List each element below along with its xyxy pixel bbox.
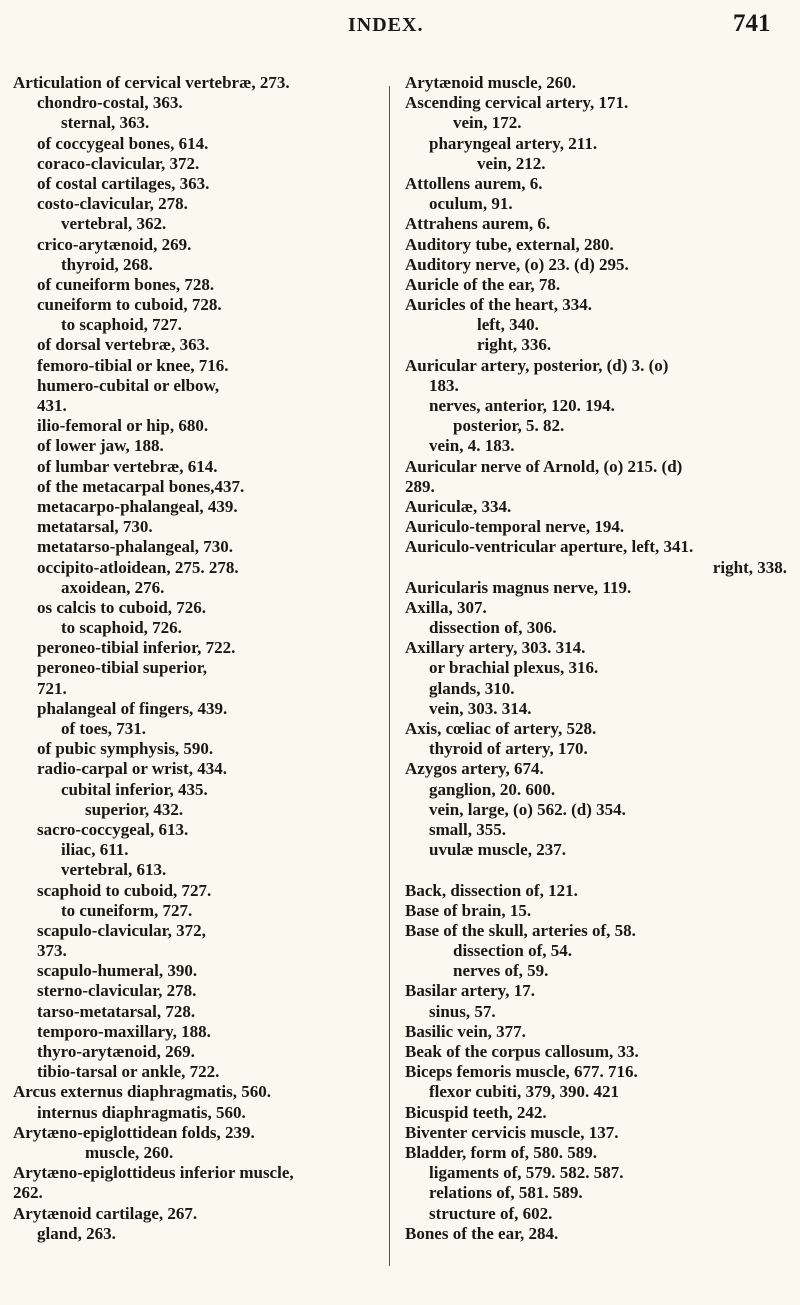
index-entry: Auricularis magnus nerve, 119. <box>405 577 632 597</box>
index-entry: iliac, 611. <box>61 840 129 860</box>
index-entry: Arytænoid muscle, 260. <box>405 73 576 92</box>
index-entry: crico-arytænoid, 269. <box>37 234 192 254</box>
index-entry: right, 338. <box>712 557 787 577</box>
index-entry: axoidean, 276. <box>61 577 165 597</box>
index-entry: or brachial plexus, 316. <box>429 658 599 678</box>
index-entry: thyroid of artery, 170. <box>429 739 588 759</box>
index-entry: Biceps femoris muscle, 677. 716. <box>405 1062 638 1082</box>
section-gap <box>405 860 787 880</box>
index-entry: of the metacarpal bones,437. <box>37 476 245 496</box>
index-entry: scaphoid to cuboid, 727. <box>37 880 212 900</box>
index-entry: vein, 212. <box>477 153 546 173</box>
index-entry: phalangeal of fingers, 439. <box>37 698 228 718</box>
index-entry: humero-cubital or elbow, <box>37 375 220 395</box>
index-entry: Auricular nerve of Arnold, (o) 215. (d) <box>405 456 683 476</box>
index-entry: chondro-costal, 363. <box>37 93 183 113</box>
index-entry: femoro-tibial or knee, 716. <box>37 355 229 375</box>
index-entry: ligaments of, 579. 582. 587. <box>429 1163 624 1183</box>
index-entry: 431. <box>37 396 67 415</box>
index-entry: superior, 432. <box>85 799 184 819</box>
index-entry: thyroid, 268. <box>61 254 153 274</box>
index-entry: right, 336. <box>477 335 552 355</box>
index-entry: 373. <box>37 941 67 961</box>
index-entry: to scaphoid, 726. <box>61 618 182 638</box>
index-entry: of lower jaw, 188. <box>37 436 164 456</box>
index-entry: Auditory nerve, (o) 23. (d) 295. <box>405 254 629 274</box>
index-entry: pharyngeal artery, 211. <box>429 133 598 153</box>
index-entry: Basilar artery, 17. <box>405 981 535 1001</box>
index-entry: Articulation of cervical vertebræ, 273. <box>13 73 290 92</box>
index-entry: Base of the skull, arteries of, 58. <box>405 920 636 940</box>
index-entry: cuneiform to cuboid, 728. <box>37 295 222 315</box>
index-entry: of cuneiform bones, 728. <box>37 274 215 294</box>
index-entry: scapulo-clavicular, 372, <box>37 920 206 940</box>
index-entry: flexor cubiti, 379, 390. 421 <box>429 1082 619 1102</box>
index-entry: Azygos artery, 674. <box>405 759 544 779</box>
index-entry: scapulo-humeral, 390. <box>37 961 198 981</box>
index-entry: posterior, 5. 82. <box>453 416 565 436</box>
index-entry: dissection of, 306. <box>429 618 557 638</box>
index-entry: costo-clavicular, 278. <box>37 194 188 214</box>
index-entry: vein, large, (o) 562. (d) 354. <box>429 799 626 819</box>
index-entry: sterno-clavicular, 278. <box>37 981 197 1001</box>
page-number: 741 <box>733 10 771 37</box>
index-entry: Auriculæ, 334. <box>405 496 512 516</box>
index-entry: Arcus externus diaphragmatis, 560. <box>13 1082 271 1102</box>
index-entry: sinus, 57. <box>429 1001 496 1021</box>
index-entry: Attollens aurem, 6. <box>405 173 543 193</box>
index-entry: metacarpo-phalangeal, 439. <box>37 496 238 516</box>
index-entry: to cuneiform, 727. <box>61 900 193 920</box>
running-title: INDEX. <box>348 14 424 36</box>
index-entry: Basilic vein, 377. <box>405 1021 526 1041</box>
index-entry: Bicuspid teeth, 242. <box>405 1102 547 1122</box>
index-entry: left, 340. <box>477 315 539 335</box>
index-entry: 262. <box>13 1183 43 1203</box>
index-entry: Auricular artery, posterior, (d) 3. (o) <box>405 355 669 375</box>
index-entry: nerves, anterior, 120. 194. <box>429 396 615 415</box>
index-entry: Arytæno-epiglottideus inferior muscle, <box>13 1163 294 1183</box>
index-entry: to scaphoid, 727. <box>61 315 182 335</box>
index-entry: Auricles of the heart, 334. <box>405 295 592 315</box>
index-entry: Biventer cervicis muscle, 137. <box>405 1122 619 1142</box>
index-entry: metatarsal, 730. <box>37 517 153 537</box>
index-entry: of dorsal vertebræ, 363. <box>37 335 210 355</box>
index-entry: Axilla, 307. <box>405 597 487 617</box>
index-entry: thyro-arytænoid, 269. <box>37 1042 195 1061</box>
index-entry: vein, 303. 314. <box>429 698 532 718</box>
index-entry: Bones of the ear, 284. <box>405 1223 559 1243</box>
index-entry: sacro-coccygeal, 613. <box>37 819 189 839</box>
index-entry: of lumbar vertebræ, 614. <box>37 456 218 476</box>
index-entry: 183. <box>429 375 459 395</box>
index-entry: occipito-atloidean, 275. 278. <box>37 557 239 577</box>
index-entry: metatarso-phalangeal, 730. <box>37 537 233 557</box>
index-entry: small, 355. <box>429 819 506 839</box>
index-entry: nerves of, 59. <box>453 961 549 981</box>
index-entry: Axis, cœliac of artery, 528. <box>405 719 597 738</box>
index-entry: of pubic symphysis, 590. <box>37 739 214 759</box>
index-entry: of toes, 731. <box>61 719 146 738</box>
index-entry: structure of, 602. <box>429 1203 553 1223</box>
index-entry: uvulæ muscle, 237. <box>429 840 566 860</box>
index-entry: muscle, 260. <box>85 1142 174 1162</box>
index-column-left <box>13 73 385 1244</box>
index-entry: Base of brain, 15. <box>405 900 532 920</box>
index-entry: tarso-metatarsal, 728. <box>37 1001 196 1021</box>
index-entry: sternal, 363. <box>61 113 150 133</box>
index-entry: internus diaphragmatis, 560. <box>37 1102 246 1122</box>
index-entry: Back, dissection of, 121. <box>405 880 578 900</box>
index-entry: Ascending cervical artery, 171. <box>405 93 629 113</box>
index-entry: relations of, 581. 589. <box>429 1183 583 1203</box>
index-entry: vein, 172. <box>453 113 522 133</box>
index-entry: 721. <box>37 678 67 698</box>
index-entry: Auriculo-temporal nerve, 194. <box>405 517 625 537</box>
index-entry: tibio-tarsal or ankle, 722. <box>37 1062 220 1082</box>
index-entry: temporo-maxillary, 188. <box>37 1021 211 1041</box>
index-entry: gland, 263. <box>37 1223 116 1243</box>
index-entry: Beak of the corpus callosum, 33. <box>405 1042 639 1061</box>
index-column-right <box>405 73 787 1244</box>
index-entry: of coccygeal bones, 614. <box>37 133 209 153</box>
index-entry: 289. <box>405 476 435 496</box>
index-entry: vertebral, 613. <box>61 860 167 880</box>
index-entry: vein, 4. 183. <box>429 436 515 456</box>
index-entry: ganglion, 20. 600. <box>429 779 556 799</box>
index-entry: Auricle of the ear, 78. <box>405 274 561 294</box>
index-entry: radio-carpal or wrist, 434. <box>37 759 227 779</box>
index-entry: Attrahens aurem, 6. <box>405 214 551 234</box>
index-entry: Axillary artery, 303. 314. <box>405 638 586 658</box>
index-entry: of costal cartilages, 363. <box>37 173 210 193</box>
index-entry: coraco-clavicular, 372. <box>37 153 200 173</box>
index-entry: glands, 310. <box>429 678 515 698</box>
index-entry: cubital inferior, 435. <box>61 779 208 799</box>
index-entry: vertebral, 362. <box>61 214 167 234</box>
index-entry: os calcis to cuboid, 726. <box>37 597 207 617</box>
index-entry: Arytænoid cartilage, 267. <box>13 1203 198 1223</box>
index-entry: peroneo-tibial superior, <box>37 658 208 678</box>
index-entry: dissection of, 54. <box>453 941 572 961</box>
index-entry: ilio-femoral or hip, 680. <box>37 416 209 436</box>
index-entry: Arytæno-epiglottidean folds, 239. <box>13 1122 255 1142</box>
index-entry: Auriculo-ventricular aperture, left, 341. <box>405 537 694 557</box>
index-entry: peroneo-tibial inferior, 722. <box>37 638 236 658</box>
index-entry: Auditory tube, external, 280. <box>405 234 614 254</box>
column-divider <box>389 86 390 1266</box>
index-entry: oculum, 91. <box>429 194 513 214</box>
page-header <box>0 10 800 44</box>
index-entry: Bladder, form of, 580. 589. <box>405 1142 598 1162</box>
